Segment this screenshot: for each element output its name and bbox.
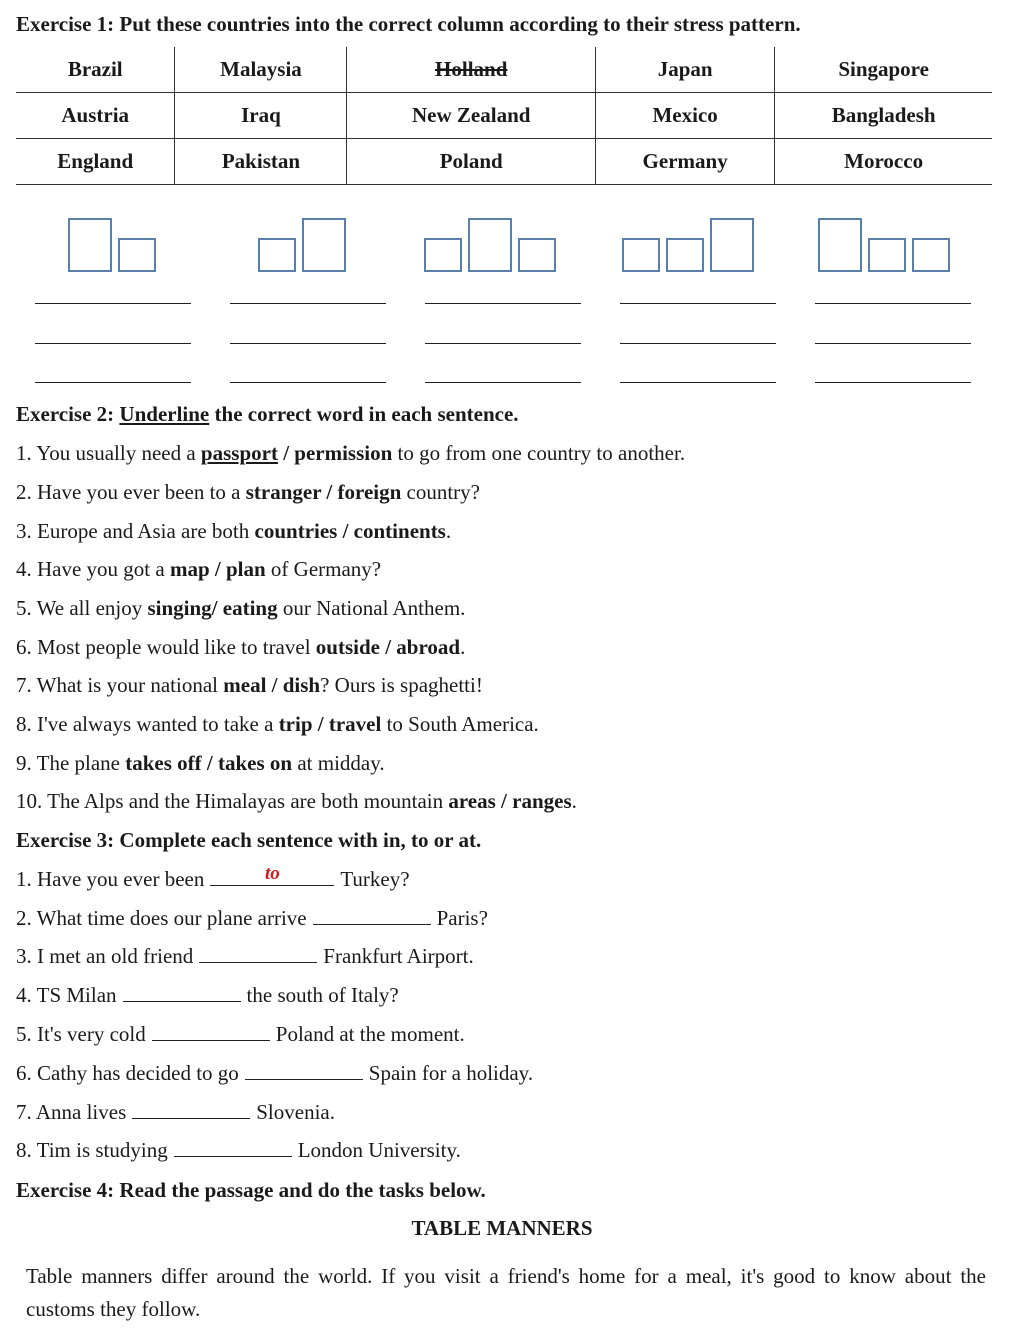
country-cell: Singapore (775, 47, 992, 93)
answer-blank[interactable] (313, 906, 431, 925)
exercise-2-sentence-5: 5. We all enjoy singing/ eating our National Anthem. (16, 596, 466, 620)
table-row (16, 139, 992, 185)
exercise-2-title: Exercise 2: Underline the correct word in each sentence. (16, 402, 519, 426)
stress-pattern-ooo-stress-last (622, 216, 754, 272)
exercise-2-sentence-4: 4. Have you got a map / plan of Germany? (16, 557, 382, 581)
exercise-4-title: Exercise 4: Read the passage and do the tasks below. (16, 1178, 486, 1202)
unstressed-syllable-box (118, 238, 156, 272)
unstressed-syllable-box (666, 238, 704, 272)
exercise-3-sentence-2: 2. What time does our plane arrive Paris? (16, 906, 488, 930)
answer-blank[interactable] (620, 343, 776, 344)
unstressed-syllable-box (912, 238, 950, 272)
country-cell: England (16, 139, 175, 185)
unstressed-syllable-box (424, 238, 462, 272)
answer-blank[interactable] (123, 983, 241, 1002)
exercise-2-sentence-6: 6. Most people would like to travel outside / abroad. (16, 635, 466, 659)
country-cell: Morocco (775, 139, 992, 185)
exercise-2-sentence-2: 2. Have you ever been to a stranger / foreign country? (16, 480, 481, 504)
exercise-3-sentence-6: 6. Cathy has decided to go Spain for a holiday. (16, 1061, 534, 1085)
unstressed-syllable-box (518, 238, 556, 272)
table-row (16, 47, 992, 93)
exercise-3-sentence-8: 8. Tim is studying London University. (16, 1138, 461, 1162)
handwritten-answer: to (264, 863, 280, 884)
stressed-syllable-box (710, 218, 754, 272)
stress-pattern-ooo-stress-first (818, 216, 950, 272)
answer-blank[interactable] (620, 382, 776, 383)
answer-blank[interactable] (425, 343, 581, 344)
stressed-syllable-box (68, 218, 112, 272)
country-cell: Poland (347, 139, 596, 185)
answer-blank[interactable] (425, 303, 581, 304)
answer-blank[interactable] (245, 1061, 363, 1080)
answer-blank[interactable] (620, 303, 776, 304)
country-cell: Brazil (16, 47, 175, 93)
answer-blank[interactable] (174, 1138, 292, 1157)
stressed-syllable-box (468, 218, 512, 272)
exercise-2-sentence-7: 7. What is your national meal / dish? Ours is spaghetti! (16, 673, 483, 697)
answer-blank[interactable] (35, 343, 191, 344)
exercise-3-sentence-5: 5. It's very cold Poland at the moment. (16, 1022, 465, 1046)
unstressed-syllable-box (868, 238, 906, 272)
country-cell: Germany (596, 139, 775, 185)
exercise-2-sentence-3: 3. Europe and Asia are both countries / continents. (16, 519, 452, 543)
country-cell: Japan (596, 47, 775, 93)
answer-blank[interactable] (199, 944, 317, 963)
stress-pattern-oo-stress-first (68, 216, 156, 272)
answer-blank[interactable] (230, 343, 386, 344)
exercise-3-sentence-3: 3. I met an old friend Frankfurt Airport. (16, 944, 474, 968)
country-cell: Iraq (175, 93, 347, 139)
answer-blank[interactable] (132, 1100, 250, 1119)
country-cell: New Zealand (347, 93, 596, 139)
answer-blank[interactable] (230, 303, 386, 304)
exercise-2-sentence-9: 9. The plane takes off / takes on at midday. (16, 751, 385, 775)
answer-blank[interactable] (35, 303, 191, 304)
answer-blank[interactable] (815, 303, 971, 304)
answer-blank[interactable] (35, 382, 191, 383)
exercise-2-sentence-10: 10. The Alps and the Himalayas are both mountain areas / ranges. (16, 789, 577, 813)
stressed-syllable-box (818, 218, 862, 272)
country-cell: Mexico (596, 93, 775, 139)
passage-title: TABLE MANNERS (411, 1216, 593, 1240)
answer-blank[interactable] (230, 382, 386, 383)
answer-blank-filled[interactable] (210, 863, 334, 886)
exercise-3-sentence-7: 7. Anna lives Slovenia. (16, 1100, 335, 1124)
stress-pattern-ooo-stress-middle (424, 216, 556, 272)
country-cell: Pakistan (175, 139, 347, 185)
country-cell-crossed-out: Holland (347, 47, 596, 93)
table-row (16, 93, 992, 139)
exercise-2-sentence-1: 1. You usually need a passport / permission to go from one country to another. (16, 441, 686, 465)
exercise-2-sentence-8: 8. I've always wanted to take a trip / travel to South America. (16, 712, 539, 736)
answer-blank[interactable] (152, 1022, 270, 1041)
country-cell: Malaysia (175, 47, 347, 93)
exercise-3-title: Exercise 3: Complete each sentence with in, to or at. (16, 828, 482, 852)
exercise-1-title: Exercise 1: Put these countries into the correct column according to their stress pattern. (16, 12, 801, 36)
unstressed-syllable-box (622, 238, 660, 272)
country-cell: Bangladesh (775, 93, 992, 139)
stressed-syllable-box (302, 218, 346, 272)
answer-blank[interactable] (815, 343, 971, 344)
exercise-3-sentence-1: 1. Have you ever been to Turkey? (16, 863, 410, 891)
answer-blank[interactable] (425, 382, 581, 383)
country-cell: Austria (16, 93, 175, 139)
answer-blank[interactable] (815, 382, 971, 383)
exercise-3-sentence-4: 4. TS Milan the south of Italy? (16, 983, 399, 1007)
unstressed-syllable-box (258, 238, 296, 272)
countries-table (16, 47, 992, 185)
stress-pattern-oo-stress-second (258, 216, 346, 272)
passage-text: Table manners differ around the world. If you visit a friend's home for a meal, it's good to know about the customs they follow. (26, 1264, 986, 1321)
